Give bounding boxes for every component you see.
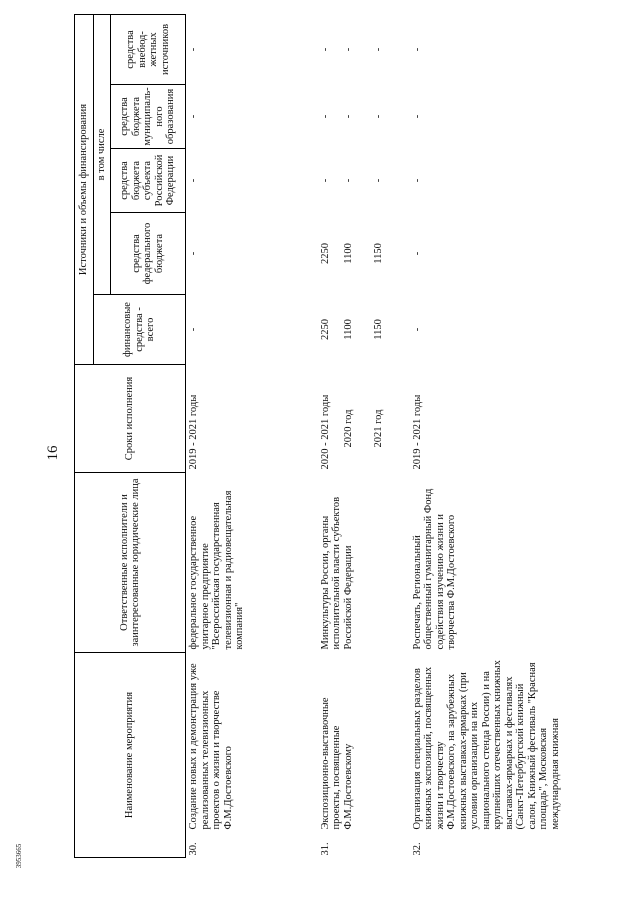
header-terms: Сроки исполнения [75, 364, 186, 472]
row-total: 2250 [319, 318, 331, 340]
row-federal: - [411, 251, 423, 256]
row-executors: федеральное государственное унитарное предприятие "Всероссийская государственная телевизионная и радиовещательная компания" [188, 490, 245, 650]
row-subject: - [411, 178, 423, 183]
row-municipal-cell [318, 84, 410, 148]
header-subject: средства бюджета субъекта Российской Федерации [111, 148, 186, 212]
table-row [318, 14, 410, 857]
row-total-cell [318, 294, 410, 364]
row-total-2020: 1100 [343, 319, 354, 340]
row-total-2021: 1150 [372, 319, 384, 340]
row-municipal: - [319, 114, 331, 119]
row-subject-cell [318, 148, 410, 212]
row-term-2021: 2021 год [372, 409, 384, 448]
header-executors: Ответственные исполнители и заинтересованные юридические лица [75, 472, 186, 652]
row-federal-2021: 1150 [372, 243, 384, 264]
row-extrabudget-2020: - [343, 47, 354, 52]
row-number: 30. [188, 842, 199, 856]
header-including: в том числе [94, 14, 111, 294]
row-total: - [188, 327, 199, 332]
header-total: финансовые средства - всего [94, 294, 186, 364]
row-executors: Минкультуры России, органы исполнительной власти субъектов Российской Федерации [319, 496, 354, 650]
header-extrabudget: средства внебюд-жетных источников [111, 14, 186, 84]
row-term: 2019 - 2021 годы [411, 394, 423, 470]
row-municipal-2021: - [372, 114, 384, 119]
row-extrabudget-cell [318, 14, 410, 84]
row-subject-2020: - [343, 178, 354, 183]
document-id: 3953665 [15, 843, 23, 869]
row-municipal: - [188, 114, 199, 119]
row-term: 2020 - 2021 годы [319, 394, 331, 470]
financing-table [74, 14, 582, 858]
page-number: 16 [45, 445, 61, 461]
header-name: Наименование мероприятия [75, 652, 186, 857]
row-name: Организация специальных разделов книжных экспозиций, посвященных жизни и творчеству Ф.М.Достоевского, на зарубежных книжных выставках-ярмарках (при условии организации на них национального стенда России) и на крупнейших отечественных книжных выставках-ярмарках и фестивалях (Санкт-Петербургский книжный салон, Книжный фестиваль "Красная площадь", Московская международная книжная [411, 660, 561, 830]
row-municipal-2020: - [343, 114, 354, 119]
row-extrabudget: - [411, 47, 423, 52]
table-row [410, 14, 582, 857]
row-federal-cell [318, 212, 410, 294]
row-federal: 2250 [319, 242, 331, 264]
row-extrabudget: - [188, 47, 199, 52]
row-federal: - [188, 251, 199, 256]
row-term-cell [318, 364, 410, 472]
row-subject: - [319, 178, 331, 183]
row-subject-2021: - [372, 178, 384, 183]
financing-table-rotated [74, 15, 561, 858]
row-extrabudget: - [319, 47, 331, 52]
header-municipal: средства бюджета муниципаль-ного образования [111, 84, 186, 148]
row-name: Экспозиционно-выставочные проекты, посвященные Ф.М.Достоевскому [319, 697, 354, 830]
row-name: Создание новых и демонстрация уже реализованных телевизионных проектов о жизни и творчестве Ф.М.Достоевского [188, 663, 234, 830]
row-term-2020: 2020 год [343, 409, 354, 448]
row-term: 2019 - 2021 годы [188, 394, 199, 470]
row-municipal: - [411, 114, 423, 119]
header-sources: Источники и объемы финансирования [75, 14, 94, 364]
table-row [186, 14, 318, 857]
row-number: 31. [319, 842, 331, 856]
row-subject: - [188, 178, 199, 183]
row-number: 32. [411, 842, 423, 856]
row-total: - [411, 327, 423, 332]
header-federal: средства федерального бюджета [111, 212, 186, 294]
row-executors: Роспечать, Региональный общественный гуманитарный Фонд содействия изучению жизни и творчества Ф.М.Достоевского [411, 488, 457, 650]
row-extrabudget-2021: - [372, 47, 384, 52]
row-federal-2020: 1100 [343, 243, 354, 264]
